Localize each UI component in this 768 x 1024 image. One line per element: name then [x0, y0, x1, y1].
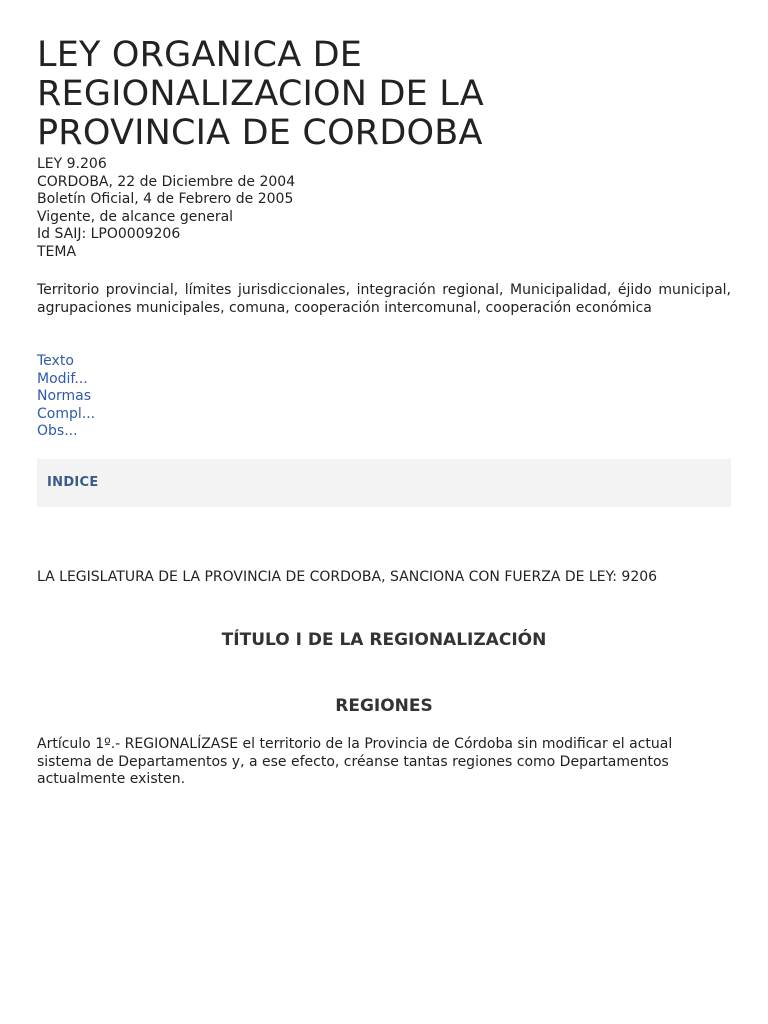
- validity-status: Vigente, de alcance general: [37, 208, 234, 225]
- indice-panel[interactable]: [37, 459, 731, 507]
- link-compl[interactable]: Compl...: [37, 405, 96, 422]
- tema-text: Territorio provincial, límites jurisdiccionales, integración regional, Municipalidad, éjido municipal, agrupaciones municipales, comuna, cooperación intercomunal, cooperación económica: [37, 282, 731, 316]
- tema-label: TEMA: [37, 243, 77, 260]
- sanciona-text: LA LEGISLATURA DE LA PROVINCIA DE CORDOBA, SANCIONA CON FUERZA DE LEY: 9206: [37, 568, 658, 585]
- titulo-heading: TÍTULO I DE LA REGIONALIZACIÓN: [221, 630, 547, 650]
- indice-label[interactable]: INDICE: [47, 474, 99, 490]
- official-bulletin: Boletín Oficial, 4 de Febrero de 2005: [37, 191, 294, 207]
- link-obs[interactable]: Obs...: [37, 423, 78, 439]
- saij-id: Id SAIJ: LPO0009206: [37, 226, 181, 242]
- link-normas[interactable]: Normas: [37, 388, 92, 404]
- document-meta: [37, 156, 731, 261]
- document-title: LEY ORGANICA DE REGIONALIZACION DE LA PROVINCIA DE CORDOBA: [37, 35, 484, 153]
- law-date: CORDOBA, 22 de Diciembre de 2004: [37, 173, 296, 190]
- section-heading: REGIONES: [335, 696, 433, 716]
- link-texto[interactable]: Texto: [37, 353, 74, 369]
- law-number: LEY 9.206: [37, 156, 107, 172]
- document-links: [37, 353, 731, 441]
- article-1: Artículo 1º.- REGIONALÍZASE el territorio de la Provincia de Córdoba sin modificar el actual sistema de Departamentos y, a ese efecto, créanse tantas regiones como Departamentos actualmente existen.: [37, 736, 673, 787]
- link-modif[interactable]: Modif...: [37, 370, 88, 387]
